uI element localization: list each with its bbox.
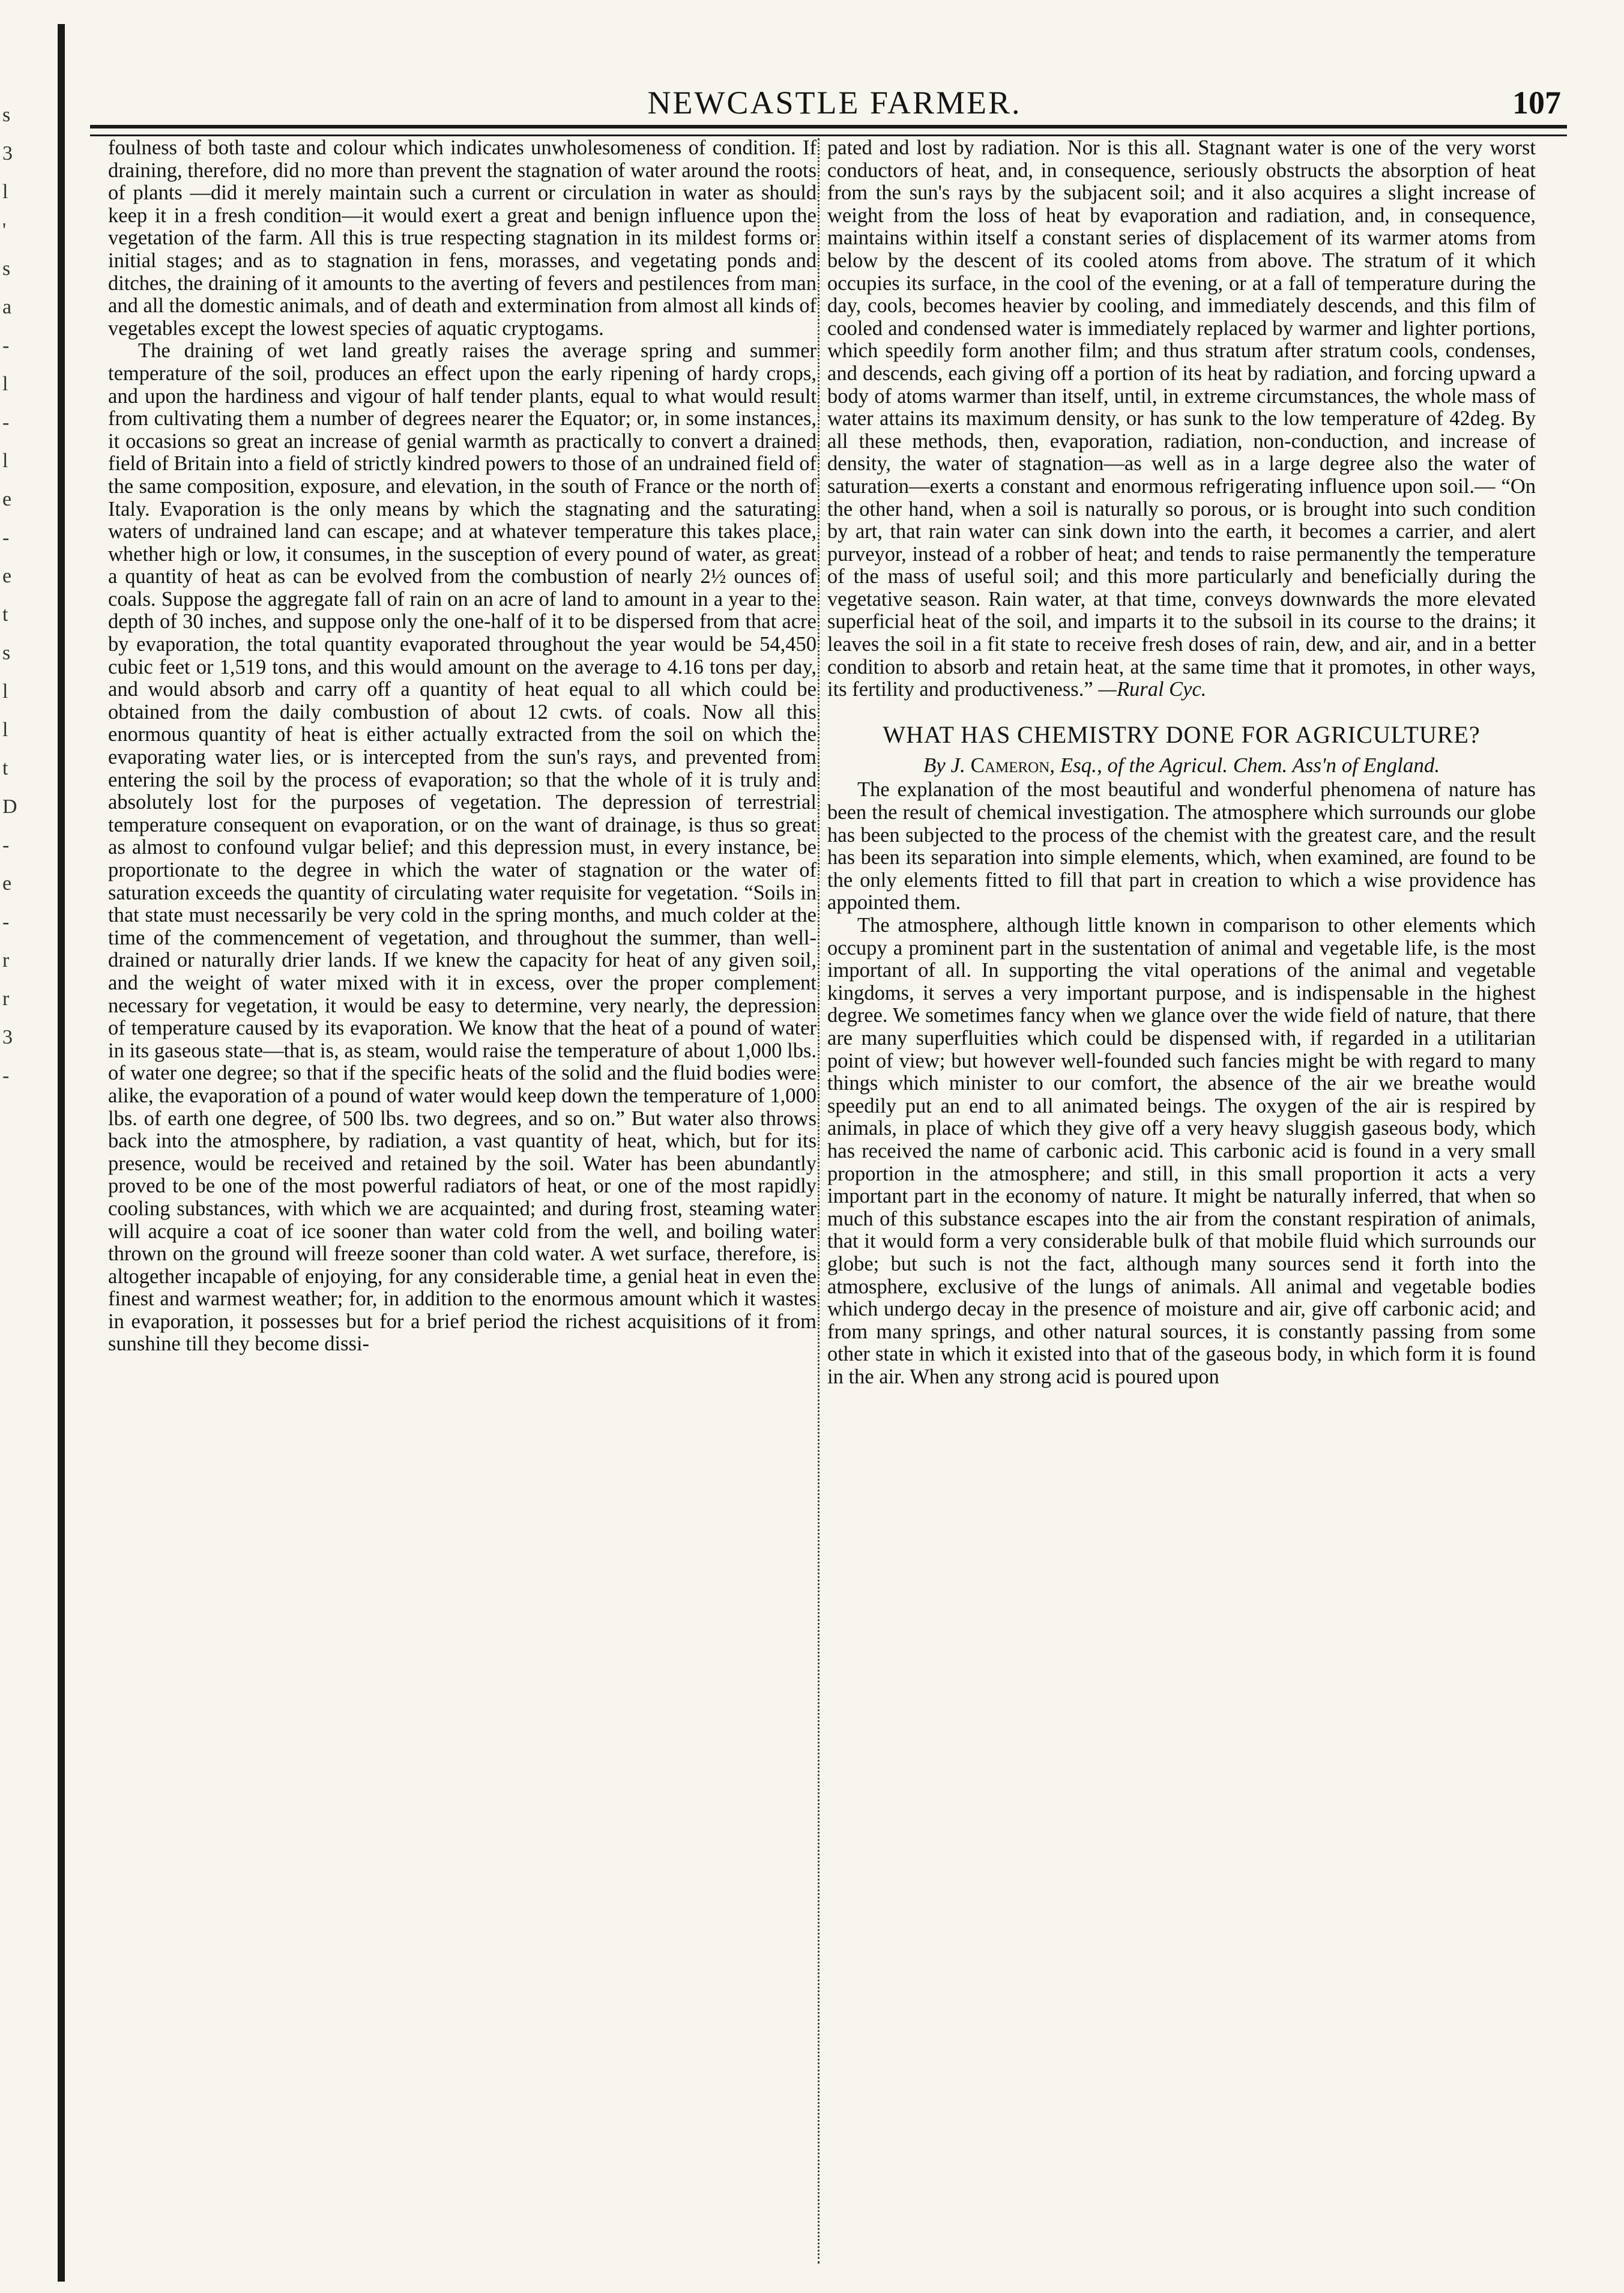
page-number: 107 bbox=[1512, 85, 1561, 121]
margin-mark: - bbox=[2, 411, 10, 434]
margin-mark: - bbox=[2, 334, 10, 357]
margin-mark: l bbox=[2, 373, 8, 395]
paragraph-draining-wet-land: The draining of wet land greatly raises the average spring and summer temperature of the soil, produces an effect upon the early ripening of hardy crops, and upon the hardiness and vigour of half tender plants, equal to what would result from cultivating them a number of degrees nearer the Equator; or, in some instances, it occasions so great an increase of genial warmth as practically to convert a drained field of Britain into a field of strictly kindred powers to those of an undrained field of the same composition, exposure, and elevation, in the south of France or the north of Italy. Evaporation is the only means by which the stagnating and the saturating waters of undrained land can escape; and at whatever temperature this takes place, whether high or low, it consumes, in the susception of every pound of water, as great a quantity of heat as can be evolved from the combustion of nearly 2½ ounces of coals. Suppose the aggregate fall of rain on an acre of land to amount in a year to the depth of 30 inches, and suppose only the one-half of it to be dispersed from that acre by evaporation, the total quantity evaporated throughout the year would be 54,450 cubic feet or 1,519 tons, and this would amount on the average to 4.16 tons per day, and would absorb and carry off a quantity of heat equal to all which could be obtained from the daily combustion of about 12 cwts. of coals. Now all this enormous quantity of heat is either actually extracted from the soil on which the evaporating water lies, or is intercepted from the sun's rays, and prevented from entering the soil by the process of evaporation; so that the whole of it is truly and absolutely lost for the purposes of vegetation. The depression of terrestrial temperature consequent on evaporation, or on the want of drainage, is thus so great as almost to confound vulgar belief; and this depression must, in every instance, be proportionate to the degree in which the water of stagnation or the water of saturation exceeds the quantity of circulating water requisite for vegetation. “Soils in that state must necessarily be very cold in the spring months, and much colder at the time of the commencement of vegetation, and throughout the summer, than well-drained or naturally drier lands. If we knew the capacity for heat of any given soil, and the weight of water mixed with it in excess, over the proper complement necessary for vegetation, it would be easy to determine, very nearly, the depression of temperature caused by its evaporation. We know that the heat of a pound of water in its gaseous state—that is, as steam, would raise the temperature of about 1,000 lbs. of water one degree; so that if the specific heats of the solid and the fluid bodies were alike, the evaporation of a pound of water would keep down the temperature of 1,000 lbs. of earth one degree, of 500 lbs. two degrees, and so on.” But water also throws back into the atmosphere, by radiation, a vast quantity of heat, which, but for its presence, would be received and retained by the soil. Water has been abundantly proved to be one of the most powerful radiators of heat, or one of the most rapidly cooling substances, with which we are acquainted; and during frost, steaming water will acquire a coat of ice sooner than water cold from the well, and boiling water thrown on the ground will freeze sooner than cold water. A wet surface, therefore, is altogether incapable of enjoying, for any considerable time, a genial heat in even the finest and warmest weather; for, in addition to the enormous amount which it wastes in evaporation, it possesses but for a brief period the richest acquisitions of it from sunshine till they become dissi- bbox=[108, 339, 817, 1356]
margin-mark: l bbox=[2, 450, 8, 472]
right-column bbox=[827, 137, 1536, 2274]
paragraph-foulness: foulness of both taste and colour which indicates unwholesomeness of condition. If draining, therefore, did no more than prevent the stagnation of water around the roots of plants —did it merely maintain such a current or circulation in water as should keep it in a fresh condition—it would exert a great and benign influence upon the vegetation of the farm. All this is true respecting stagnation in its mildest forms or initial stages; and as to stagnation in fens, morasses, and vegetating ponds and ditches, the draining of it amounts to the averting of fevers and pestilences from man and all the domestic animals, and of death and extermination from almost all kinds of vegetables except the lowest species of aquatic cryptogams. bbox=[108, 137, 817, 340]
header-double-rule bbox=[90, 125, 1567, 136]
margin-mark: s bbox=[2, 258, 11, 280]
margin-mark: l bbox=[2, 181, 8, 203]
byline-suffix: , Esq., of the Agricul. Chem. Ass'n of England. bbox=[1049, 753, 1440, 777]
margin-mark: e bbox=[2, 488, 12, 510]
margin-mark: D bbox=[2, 796, 17, 818]
margin-mark: - bbox=[2, 911, 10, 933]
margin-mark: t bbox=[2, 603, 8, 626]
publication-title: NEWCASTLE FARMER. bbox=[647, 85, 1022, 121]
margin-mark: 3 bbox=[2, 1026, 13, 1048]
source-citation: —Rural Cyc. bbox=[1098, 678, 1207, 701]
margin-mark: e bbox=[2, 565, 12, 587]
binding-gutter-rule bbox=[58, 24, 65, 2282]
running-head bbox=[90, 84, 1579, 120]
paragraph-continued-radiation bbox=[827, 137, 1536, 701]
margin-mark: s bbox=[2, 104, 11, 126]
article-heading: WHAT HAS CHEMISTRY DONE FOR AGRICULTURE? bbox=[883, 721, 1481, 748]
margin-mark: l bbox=[2, 680, 8, 702]
paragraph-explanation: The explanation of the most beautiful and wonderful phenomena of nature has been the result of chemical investigation. The atmosphere which surrounds our globe has been subjected to the process of the chemist with the greatest care, and the result has been its separation into simple elements, which, when examined, are found to be the only elements fitted to fill that part in creation to which a wise providence has appointed them. bbox=[827, 778, 1536, 914]
margin-mark: 3 bbox=[2, 142, 13, 165]
margin-mark: - bbox=[2, 527, 10, 549]
paragraph-atmosphere: The atmosphere, although little known in comparison to other elements which occupy a prominent part in the sustentation of animal and vegetable life, is the most important of all. In supporting the vital operations of the animal and vegetable kingdoms, it serves a very important purpose, and is indispensable in the highest degree. We sometimes fancy when we glance over the wide field of nature, that there are many superfluities which could be dispensed with, if regarded in a utilitarian point of view; but however well-founded such fancies might be with regard to many things which minister to our comfort, the absence of the air we breathe would speedily put an end to all animated beings. The oxygen of the air is respired by animals, in place of which they give off a very heavy sluggish gaseous body, which has received the name of carbonic acid. This carbonic acid is found in a very small proportion in the atmosphere; and still, in this small proportion it acts a very important part in the economy of nature. It might be naturally inferred, that when so much of this substance escapes into the air from the constant respiration of animals, that it would form a very considerable bulk of that mobile fluid which surrounds our globe; but such is not the fact, although many sources send it forth into the atmosphere, exclusive of the lungs of animals. All animal and vegetable bodies which undergo decay in the presence of moisture and air, give off carbonic acid; and from many springs, and other natural sources, it is constantly passing from some other state in which it existed into that of the gaseous body, in which form it is found in the air. When any strong acid is poured upon bbox=[827, 914, 1536, 1388]
margin-mark: t bbox=[2, 757, 8, 779]
left-column bbox=[108, 137, 817, 2274]
byline-prefix: By J. bbox=[923, 753, 965, 777]
margin-mark: ' bbox=[2, 219, 7, 241]
left-margin-bleed-marks bbox=[2, 96, 26, 1087]
paragraph-continued-text: pated and lost by radiation. Nor is this all. Stagnant water is one of the very worst conductors of heat, and, in consequence, seriously obstructs the absorption of heat from the sun's rays by the subjacent soil; and it also acquires a slight increase of weight from the loss of heat by evaporation and radiation, and, in consequence, maintains within itself a constant series of displacement of its warmer atoms from below by the descent of its cooled atoms from above. The stratum of it which occupies its surface, in the cool of the evening, or at a fall of temperature during the day, cools, becomes heavier by cooling, and immediately descends, and this film of cooled and condensed water is immediately replaced by warmer and lighter portions, which speedily form another film; and thus stratum after stratum cools, condenses, and descends, each giving off a portion of its heat by radiation, and forcing upward a body of atoms warmer than itself, until, in extreme circumstances, the whole mass of water attains its maximum density, or has sunk to the low temperature of 42deg. By all these methods, then, evaporation, radiation, non-conduction, and increase of density, the water of stagnation—as well as in a large degree also the water of saturation—exerts a constant and enormous refrigerating influence upon soil.— “On the other hand, when a soil is naturally so porous, or is brought into such condition by art, that rain water can sink down into the earth, it becomes a carrier, and alert purveyor, instead of a robber of heat; and tends to raise permanently the temperature of the mass of useful soil; and this more particularly and beneficially during the vegetative season. Rain water, at that time, conveys downwards the more elevated superficial heat of the soil, and imparts it to the subsoil in its course to the drains; it leaves the soil in a fit state to receive fresh doses of rain, dew, and air, and in a better condition to absorb and retain heat, at the same time that it promotes, in other ways, its fertility and productiveness.” bbox=[827, 137, 1536, 701]
article-byline bbox=[827, 754, 1536, 777]
margin-mark: - bbox=[2, 834, 10, 856]
margin-mark: l bbox=[2, 719, 8, 741]
margin-mark: s bbox=[2, 642, 11, 664]
column-divider bbox=[818, 138, 820, 2264]
margin-mark: r bbox=[2, 949, 10, 971]
margin-mark: r bbox=[2, 988, 10, 1010]
margin-mark: a bbox=[2, 296, 12, 318]
margin-mark: - bbox=[2, 1065, 10, 1087]
byline-author: Cameron bbox=[970, 753, 1050, 777]
margin-mark: e bbox=[2, 872, 12, 895]
